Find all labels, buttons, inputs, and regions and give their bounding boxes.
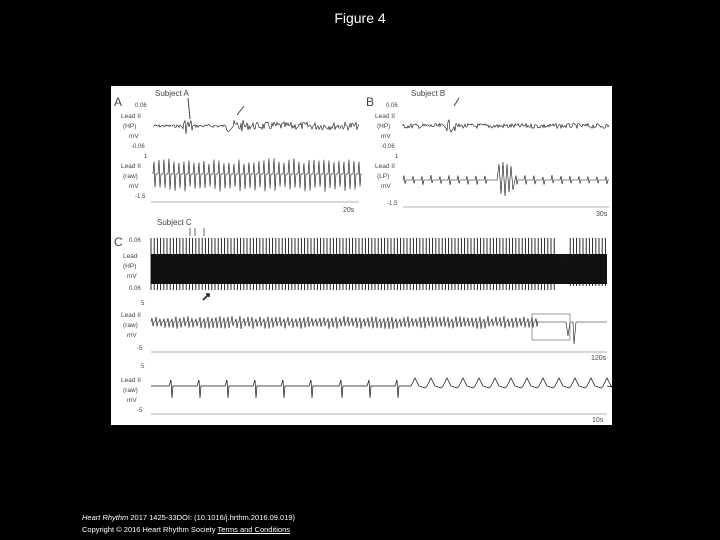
figure-image [111,86,612,425]
panel-b-hp-bottom: -0.06 [381,144,395,150]
page-title: Figure 4 [334,10,386,26]
panel-a-hp-label-2: (HP) [123,123,137,130]
figure-footer [82,512,295,536]
panel-b-hp-label-2: (HP) [377,123,391,130]
panel-a-hp-label-3: mV [129,133,139,140]
panel-a-hp-trace [153,120,359,134]
panel-b-duration: 30s [596,211,608,218]
panel-a-raw-label-1: Lead II [121,163,141,170]
panel-c-raw-label-3: mV [127,332,137,339]
panel-b-lp-top: 1 [395,154,399,160]
panel-b-arrow [454,98,459,106]
panel-b-lp-label-3: mV [381,183,391,190]
panel-c-hp-top: 0.06 [129,238,141,244]
panel-c-arrows [190,228,204,236]
panel-c-hp-label-1: Lead [123,253,138,260]
panel-a-duration: 20s [343,207,355,214]
copyright-text: Copyright © 2016 Heart Rhythm Society [82,525,218,534]
panel-c-zoom-top: 5 [141,364,145,370]
panel-a-raw-trace [153,158,361,192]
panel-c-raw-top: 5 [141,301,145,307]
panel-b-hp-top: 0.06 [386,103,398,109]
copyright-line [82,524,295,536]
panel-c-hp-trace [151,238,607,290]
journal-name: Heart Rhythm [82,513,129,522]
panel-b-letter: B [366,95,375,109]
panel-c-hp-label-2: (HP) [123,263,137,270]
panel-c-raw-bottom: -5 [137,346,143,352]
panel-c-raw-duration: 120s [591,355,607,362]
panel-b-lp-label-2: (LP) [377,173,390,180]
panel-a-raw-bottom: -1.5 [135,194,146,200]
panel-c-zoom-box [532,314,570,340]
panel-a-hp-label-1: Lead II [121,113,141,120]
panel-a-subject: Subject A [155,89,189,98]
panel-a-letter: A [114,95,123,109]
panel-b-subject: Subject B [411,89,446,98]
panel-b-hp-label-3: mV [381,133,391,140]
terms-link[interactable]: Terms and Conditions [217,525,290,534]
panel-a-raw-label-2: (raw) [123,173,138,180]
panel-c-zoom-label-3: mV [127,397,137,404]
panel-a-hp-top: 0.06 [135,103,147,109]
panel-c-zoom-label-1: Lead II [121,377,141,384]
ecg-figure [111,86,612,425]
panel-c-letter: C [114,235,123,249]
panel-c-hp-label-3: mV [127,273,137,280]
panel-c-zoom-bottom: -5 [137,408,143,414]
panel-c-zoom-label-2: (raw) [123,387,138,394]
panel-a-arrow-1 [188,98,190,119]
panel-b-hp-trace [403,120,609,132]
panel-c-arrow-annotation [203,294,209,300]
panel-b-lp-bottom: -1.5 [387,201,398,207]
panel-a-hp-bottom: -0.06 [131,144,145,150]
panel-b-lp-trace [403,162,609,196]
panel-c-raw-label-2: (raw) [123,322,138,329]
panel-c-subject: Subject C [157,218,192,227]
panel-b-lp-label-1: Lead II [375,163,395,170]
citation-line [82,512,295,524]
panel-a-raw-top: 1 [144,154,148,160]
citation-text: 2017 1425-33DOI: (10.1016/j.hrthm.2016.09.019) [128,513,296,522]
panel-a-raw-label-3: mV [129,183,139,190]
panel-c-hp-bottom: 0.06 [129,286,141,292]
panel-c-zoom-trace [151,378,612,398]
panel-c-raw-label-1: Lead II [121,312,141,319]
panel-a-arrow-2 [237,106,244,115]
panel-c-zoom-duration: 10s [592,417,604,424]
panel-b-hp-label-1: Lead II [375,113,395,120]
